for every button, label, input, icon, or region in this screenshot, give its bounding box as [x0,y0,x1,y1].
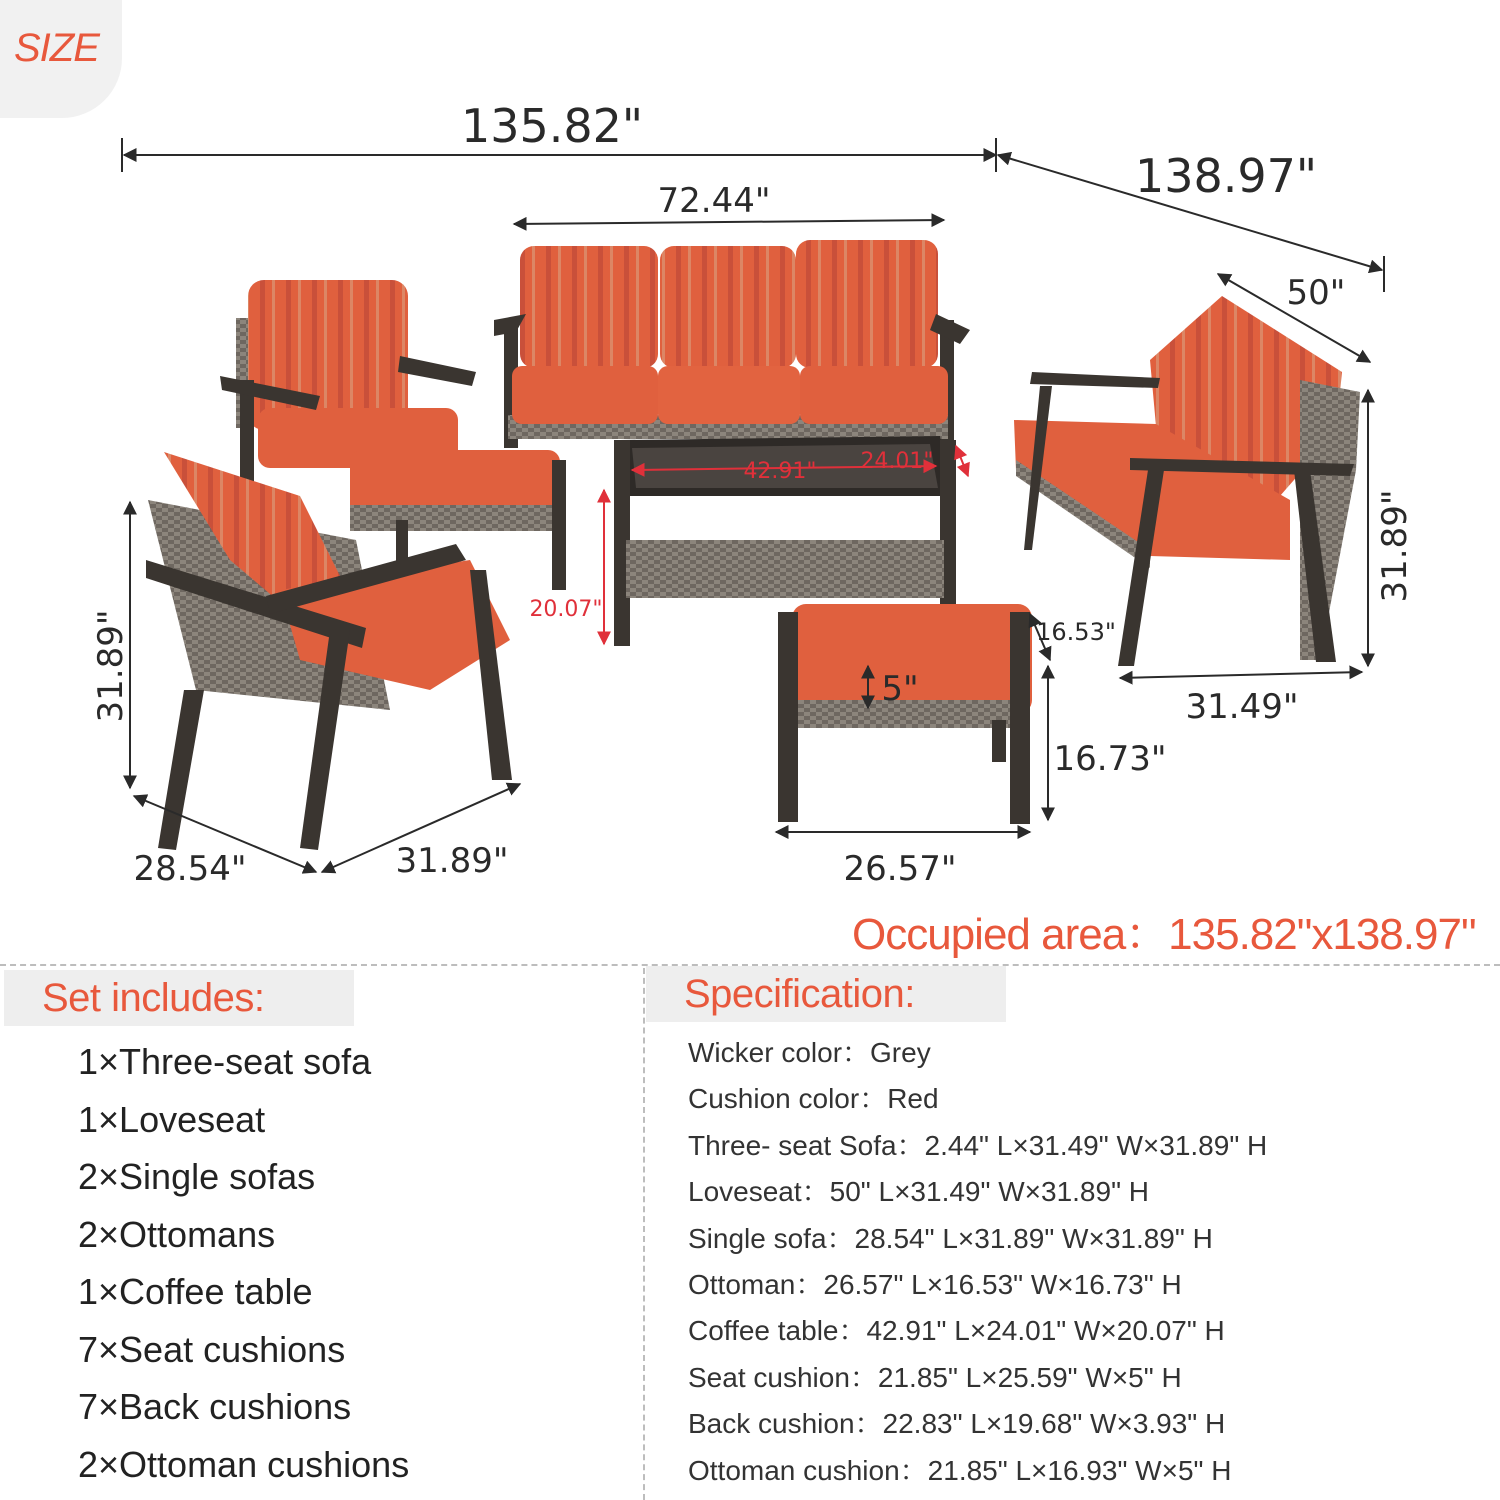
dim-chair-depth: 31.89" [395,841,509,881]
spec-item: Loveseat：50" L×31.49" W×31.89" H [688,1176,1150,1208]
dim-overall-depth: 138.97" [1134,149,1318,203]
spec-item: Ottoman：26.57" L×16.53" W×16.73" H [688,1268,1182,1300]
specification-heading: Specification: [646,966,1006,1022]
dim-loveseat-length: 50" [1286,273,1346,313]
spec-item: Three- seat Sofa：2.44" L×31.49" W×31.89" H [688,1129,1268,1161]
dim-sofa-length: 72.44" [657,181,771,221]
spec-item: Seat cushion：21.85" L×25.59" W×5" H [688,1361,1182,1393]
list-item: 7×Back cushions [78,1386,352,1427]
spec-item: Coffee table：42.91" L×24.01" W×20.07" H [688,1315,1225,1347]
dim-table-length: 42.91" [743,459,817,484]
specification-list [688,1032,1267,1496]
set-includes-heading: Set includes: [4,970,354,1026]
list-item: 2×Ottomans [78,1213,276,1255]
occupied-area: Occupied area：135.82"x138.97" [852,910,1476,959]
three-seat-sofa-illustration [494,240,970,448]
list-item: 2×Ottoman cushions [78,1443,410,1485]
dim-overall-width: 135.82" [460,99,644,153]
front-ottoman-illustration [778,604,1032,824]
list-item: 2×Single sofas [78,1156,316,1197]
list-item: 1×Three-seat sofa [78,1041,372,1082]
spec-item: Cushion color：Red [688,1083,939,1115]
column-divider [643,968,645,1500]
list-item: 1×Coffee table [78,1271,313,1312]
dim-loveseat-depth: 31.49" [1185,687,1299,727]
dim-chair-width: 28.54" [133,849,247,889]
dim-ottoman-depth: 16.53" [1036,618,1116,646]
set-includes-list [78,1036,409,1496]
spec-item: Back cushion：22.83" L×19.68" W×3.93" H [688,1408,1226,1440]
list-item: 7×Seat cushions [78,1328,346,1370]
dim-chair-height: 31.89" [91,609,131,723]
dim-ottoman-height: 16.73" [1053,739,1167,779]
spec-item: Ottoman cushion：21.85" L×16.93" W×5" H [688,1454,1232,1486]
spec-item: Single sofa：28.54" L×31.89" W×31.89" H [688,1222,1213,1254]
dim-loveseat-height: 31.89" [1375,489,1415,603]
dim-table-width: 24.01" [860,449,934,474]
list-item: 1×Loveseat [78,1098,266,1140]
dim-ottoman-cushion: 5" [881,669,919,709]
dim-table-height: 20.07" [529,597,603,622]
loveseat-illustration [1014,296,1360,666]
size-badge-label: SIZE [14,26,99,70]
spec-item: Wicker color：Grey [688,1037,931,1068]
dim-ottoman-length: 26.57" [843,849,957,889]
